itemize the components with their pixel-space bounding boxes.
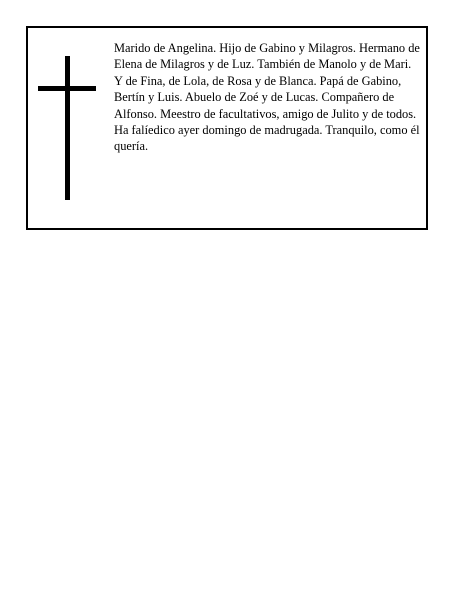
obituary-notice bbox=[26, 26, 428, 230]
cross-icon bbox=[38, 56, 98, 200]
cross-horizontal-bar bbox=[38, 86, 96, 91]
notice-paragraph-family: Marido de Angelina. Hijo de Gabino y Milagros. Hermano de Elena de Milagros y de Luz. También de Manolo y de Mari. Y de Fina, de Lola, de Rosa y de Blanca. Papá de Gabino, Bertín y Luis. Abuelo de Zoé y de Lucas. Compañero de Alfonso. Meestro de facultativos, amigo de Julito y de todos. bbox=[114, 41, 420, 121]
cross-vertical-bar bbox=[65, 56, 70, 200]
notice-text bbox=[114, 40, 420, 155]
notice-paragraph-death: Ha falíedico ayer domingo de madrugada. Tranquilo, como él quería. bbox=[114, 123, 420, 154]
